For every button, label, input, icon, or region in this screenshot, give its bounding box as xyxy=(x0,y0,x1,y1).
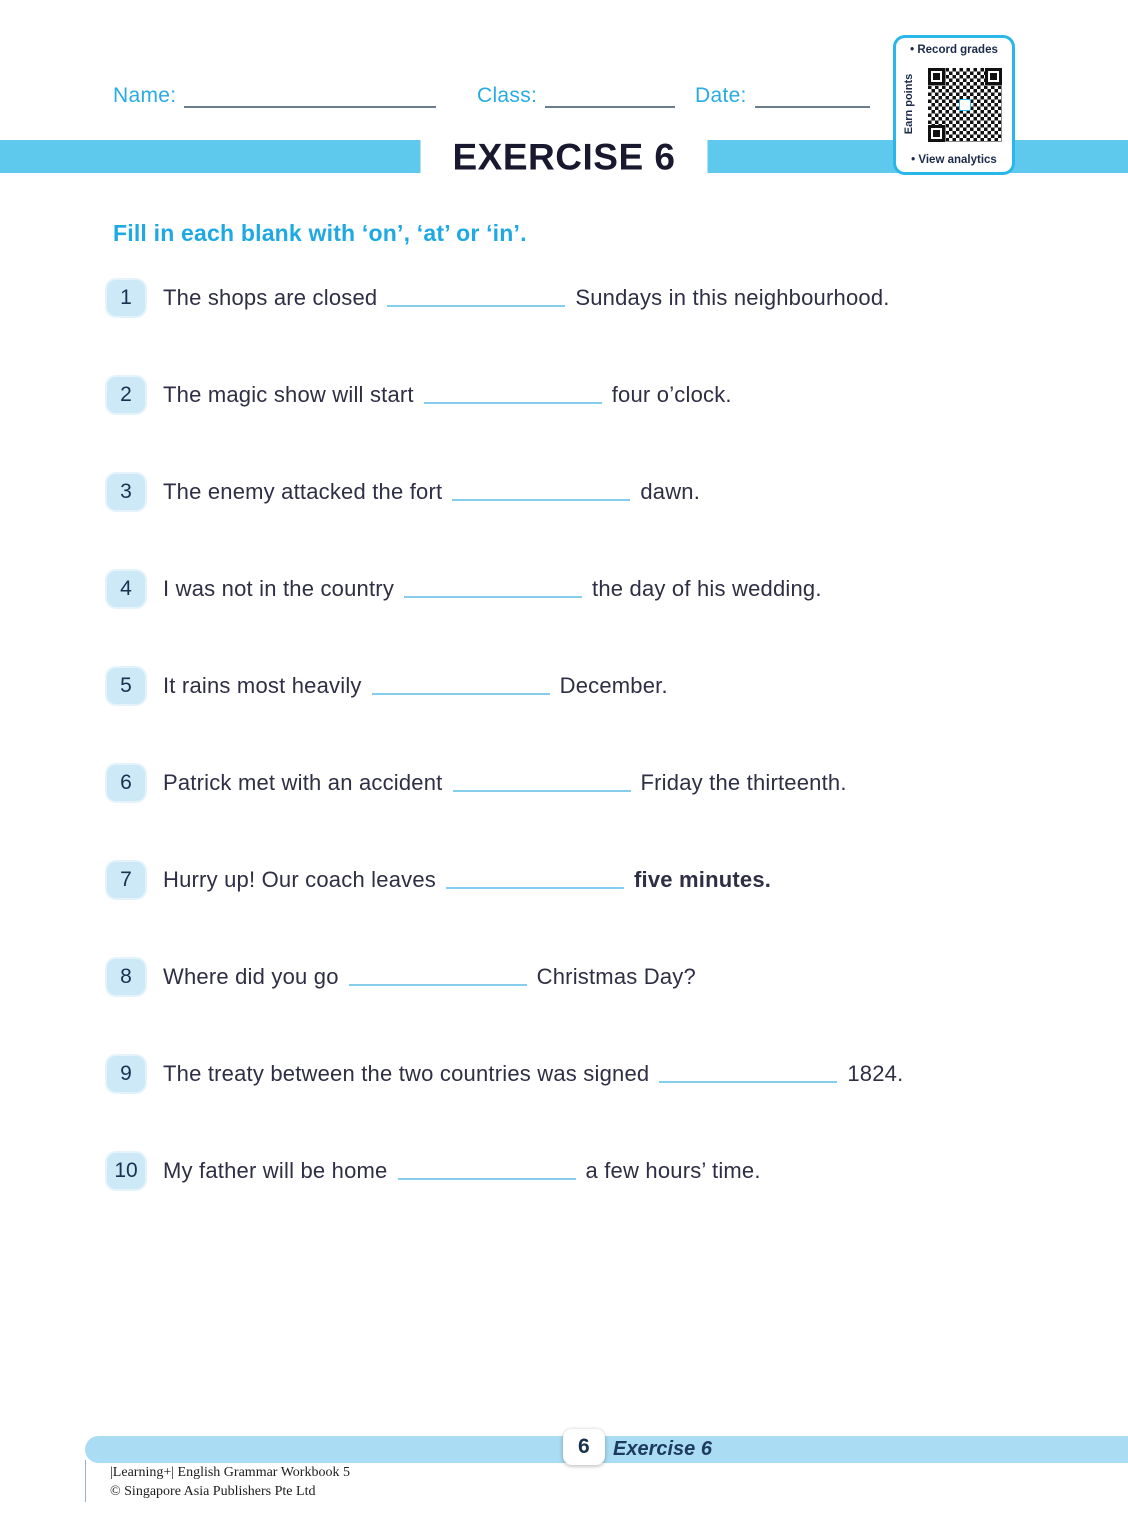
page-title: EXERCISE 6 xyxy=(421,135,708,178)
qr-view-analytics-label: • View analytics xyxy=(911,154,997,166)
question-number-badge: 1 xyxy=(107,280,145,316)
question-number-badge: 3 xyxy=(107,474,145,510)
imprint-copyright: © Singapore Asia Publishers Pte Ltd xyxy=(110,1483,316,1499)
question-number-badge: 5 xyxy=(107,668,145,704)
date-label: Date: xyxy=(695,84,747,107)
question-number-badge: 10 xyxy=(107,1153,145,1189)
question-before-text: It rains most heavily xyxy=(163,673,362,698)
imprint-series-title: |Learning+| English Grammar Workbook 5 xyxy=(110,1465,350,1480)
question-text xyxy=(163,770,847,796)
question-after-text: Christmas Day? xyxy=(536,964,696,989)
question-after-text: four o’clock. xyxy=(611,382,732,407)
question-after-text: Sundays in this neighbourhood. xyxy=(575,285,890,310)
question-number-badge: 4 xyxy=(107,571,145,607)
question-after-text: the day of his wedding. xyxy=(592,576,822,601)
question-row-5 xyxy=(107,666,1078,706)
question-after-text: a few hours’ time. xyxy=(585,1158,761,1183)
question-row-4 xyxy=(107,569,1078,609)
question-number-badge: 7 xyxy=(107,862,145,898)
questions-list xyxy=(107,278,1078,1248)
question-before-text: The shops are closed xyxy=(163,285,378,310)
name-write-line[interactable] xyxy=(184,84,436,108)
instructions-text: Fill in each blank with ‘on’, ‘at’ or ‘in’. xyxy=(113,220,527,246)
answer-blank[interactable] xyxy=(659,1081,837,1083)
question-text xyxy=(163,285,890,311)
question-before-text: The enemy attacked the fort xyxy=(163,479,443,504)
question-row-8 xyxy=(107,957,1078,997)
question-text xyxy=(163,479,700,505)
question-before-text: I was not in the country xyxy=(163,576,395,601)
question-before-text: My father will be home xyxy=(163,1158,388,1183)
qr-finder-icon xyxy=(928,68,945,85)
qr-code-icon xyxy=(928,68,1002,142)
class-field xyxy=(477,84,675,108)
question-row-2 xyxy=(107,375,1078,415)
question-before-text: The magic show will start xyxy=(163,382,414,407)
qr-finder-icon xyxy=(985,68,1002,85)
question-after-text: Friday the thirteenth. xyxy=(640,770,847,795)
question-text xyxy=(163,576,822,602)
imprint-divider xyxy=(85,1460,86,1502)
question-row-10 xyxy=(107,1151,1078,1191)
question-before-text: Hurry up! Our coach leaves xyxy=(163,867,436,892)
question-number-badge: 2 xyxy=(107,377,145,413)
question-number-badge: 8 xyxy=(107,959,145,995)
question-before-text: Patrick met with an accident xyxy=(163,770,443,795)
answer-blank[interactable] xyxy=(387,305,565,307)
footer-bar xyxy=(85,1436,1128,1463)
question-text xyxy=(163,867,771,893)
question-number-badge: 6 xyxy=(107,765,145,801)
qr-earn-points-label: Earn points xyxy=(903,73,915,135)
question-row-6 xyxy=(107,763,1078,803)
question-after-text: December. xyxy=(559,673,668,698)
question-row-9 xyxy=(107,1054,1078,1094)
answer-blank[interactable] xyxy=(349,984,527,986)
qr-logo-icon xyxy=(959,99,971,111)
question-row-3 xyxy=(107,472,1078,512)
date-field xyxy=(695,84,870,108)
qr-panel[interactable] xyxy=(893,35,1015,175)
question-number-badge: 9 xyxy=(107,1056,145,1092)
answer-blank[interactable] xyxy=(446,887,624,889)
question-text xyxy=(163,1061,903,1087)
qr-record-grades-label: • Record grades xyxy=(910,44,998,56)
answer-blank[interactable] xyxy=(404,596,582,598)
answer-blank[interactable] xyxy=(453,790,631,792)
question-text xyxy=(163,673,668,699)
question-after-text: 1824. xyxy=(847,1061,904,1086)
question-before-text: Where did you go xyxy=(163,964,339,989)
answer-blank[interactable] xyxy=(372,693,550,695)
footer-exercise-label: Exercise 6 xyxy=(613,1438,712,1460)
qr-finder-icon xyxy=(928,125,945,142)
question-text xyxy=(163,382,732,408)
page-number-badge: 6 xyxy=(563,1429,605,1465)
imprint-block xyxy=(110,1464,350,1502)
class-label: Class: xyxy=(477,84,538,107)
question-after-text: five minutes. xyxy=(633,867,772,892)
question-text xyxy=(163,1158,761,1184)
question-row-1 xyxy=(107,278,1078,318)
answer-blank[interactable] xyxy=(424,402,602,404)
answer-blank[interactable] xyxy=(398,1178,576,1180)
class-write-line[interactable] xyxy=(545,84,675,108)
name-field xyxy=(113,84,436,108)
question-text xyxy=(163,964,696,990)
question-row-7 xyxy=(107,860,1078,900)
name-label: Name: xyxy=(113,84,177,107)
question-after-text: dawn. xyxy=(640,479,701,504)
answer-blank[interactable] xyxy=(452,499,630,501)
date-write-line[interactable] xyxy=(755,84,870,108)
question-before-text: The treaty between the two countries was signed xyxy=(163,1061,650,1086)
